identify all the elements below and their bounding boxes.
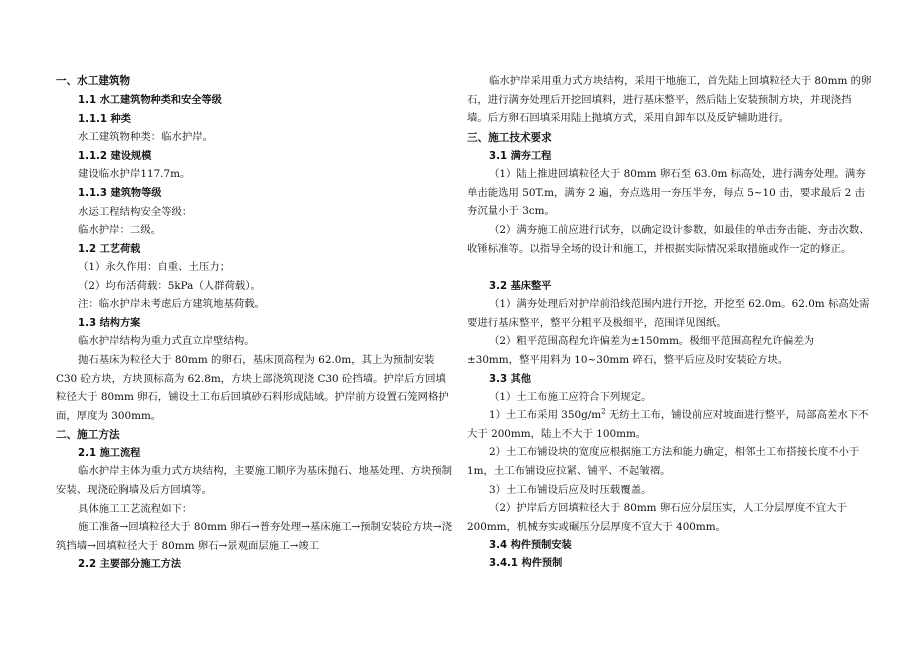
- subsection-heading-2-2: 2.2 主要部分施工方法: [78, 559, 182, 570]
- paragraph-other-2: （2）护岸后方回填粒径大于 80mm 卵石应分层压实，人工分层厚度不宜大于 200mm，机械夯实或碾压分层厚度不宜大于 400mm。: [467, 502, 847, 533]
- paragraph-load-note: 注：临水护岸未考虑后方建筑地基荷载。: [78, 298, 266, 310]
- paragraph-other-1: （1）土工布施工应符合下列规定。: [489, 391, 652, 403]
- paragraph-ram-1: （1）陆上推进回填粒径大于 80mm 卵石至 63.0m 标高处，进行满夯处理。满夯单击能选用 50T.m，满夯 2 遍，夯点选用一夯压半夯，每点 5~10 击，要求最后 2 击夯沉量小于 3cm。: [467, 168, 866, 218]
- subsection-heading-1-1: 1.1 水工建筑物种类和安全等级: [78, 95, 222, 106]
- paragraph-flow-3: 施工准备→回填粒径大于 80mm 卵石→普夯处理→基床施工→预制安装砼方块→浇筑挡墙→回填粒径大于 80mm 卵石→景观面层施工→竣工: [56, 521, 452, 552]
- subsection-heading-1-1-1: 1.1.1 种类: [78, 114, 131, 125]
- subsection-heading-1-1-3: 1.1.3 建筑物等级: [78, 188, 162, 199]
- paragraph-grade-2: 临水护岸：二级。: [78, 224, 162, 236]
- other-1-1-sup: 2: [601, 407, 606, 416]
- subsection-heading-2-1: 2.1 施工流程: [78, 448, 141, 459]
- subsection-heading-3-4-1: 3.4.1 构件预制: [489, 558, 563, 569]
- paragraph-load-1: （1）永久作用：自重、土压力；: [78, 261, 231, 273]
- paragraph-method: 临水护岸采用重力式方块结构，采用干地施工，首先陆上回填粒径大于 80mm 的卵石，进行满夯处理后开挖回填料，进行基床整平，然后陆上安装预制方块，并现浇挡墙。后方卵石回填采用陆上抛填方式，采用自卸车以及反铲辅助进行。: [467, 75, 872, 125]
- paragraph-load-2: （2）均布活荷载：5kPa（人群荷载）。: [78, 280, 261, 292]
- paragraph-other-1-1: [467, 406, 872, 443]
- subsection-heading-1-2: 1.2 工艺荷载: [78, 244, 141, 255]
- paragraph-grade-1: 水运工程结构安全等级：: [78, 206, 193, 218]
- paragraph-level-2b: ±30mm，整平用料为 10~30mm 碎石，整平后应及时安装砼方块。: [467, 354, 789, 366]
- section-heading-2: 二、施工方法: [56, 429, 120, 441]
- subsection-heading-3-3: 3.3 其他: [489, 374, 531, 385]
- paragraph-level-2a: （2）粗平范围高程允许偏差为±150mm。极细平范围高程允许偏差为: [489, 335, 815, 347]
- paragraph-struct-2: 抛石基床为粒径大于 80mm 的卵石，基床顶高程为 62.0m，其上为预制安装 C30 砼方块，方块顶标高为 62.8m，方块上部浇筑现浇 C30 砼挡墙。护岸后方回填粒径大于 80mm 卵石，铺设土工布后回填砂石料形成陆域。护岸前方设置石笼网格护面，厚度为 300mm。: [56, 354, 449, 422]
- paragraph-other-1-2: 2）土工布铺设块的宽度应根据施工方法和能力确定，相邻土工布搭接长度不小于 1m，土工布铺设应拉紧、铺平、不起皱褶。: [467, 446, 860, 477]
- paragraph-other-1-3: 3）土工布铺设后应及时压载覆盖。: [489, 484, 652, 496]
- paragraph-scale: 建设临水护岸117.7m。: [78, 168, 191, 180]
- subsection-heading-1-1-2: 1.1.2 建设规模: [78, 151, 152, 162]
- subsection-heading-3-1: 3.1 满夯工程: [489, 151, 552, 162]
- paragraph-ram-2: （2）满夯施工前应进行试夯，以确定设计参数，如最佳的单击夯击能、夯击次数、收锤标准等。以指导全场的设计和施工，并根据实际情况采取措施或作一定的修正。: [467, 224, 870, 255]
- subsection-heading-3-4: 3.4 构件预制安装: [489, 540, 572, 551]
- paragraph-type: 水工建筑物种类：临水护岸。: [78, 131, 214, 143]
- paragraph-level-1: （1）满夯处理后对护岸前沿线范围内进行开挖，开挖至 62.0m。62.0m 标高处需要进行基床整平，整平分粗平及极细平，范围详见图纸。: [467, 298, 870, 329]
- paragraph-flow-2: 具体施工工艺流程如下：: [78, 503, 193, 515]
- subsection-heading-3-2: 3.2 基床整平: [489, 281, 552, 292]
- section-heading-3: 三、施工技术要求: [467, 132, 552, 144]
- paragraph-flow-1: 临水护岸主体为重力式方块结构，主要施工顺序为基床抛石、地基处理、方块预制安装、现浇砼胸墙及后方回填等。: [56, 465, 453, 496]
- section-heading-1: 一、水工建筑物: [56, 75, 131, 87]
- other-1-1-post: 无纺土工布，铺设前应对坡面进行整平，局部高差水下不大于 200mm，陆上不大于 100mm。: [467, 409, 869, 440]
- paragraph-struct-1: 临水护岸结构为重力式直立岸壁结构。: [78, 335, 255, 347]
- subsection-heading-1-3: 1.3 结构方案: [78, 318, 141, 329]
- other-1-1-pre: 1）土工布采用 350g/m: [489, 409, 602, 421]
